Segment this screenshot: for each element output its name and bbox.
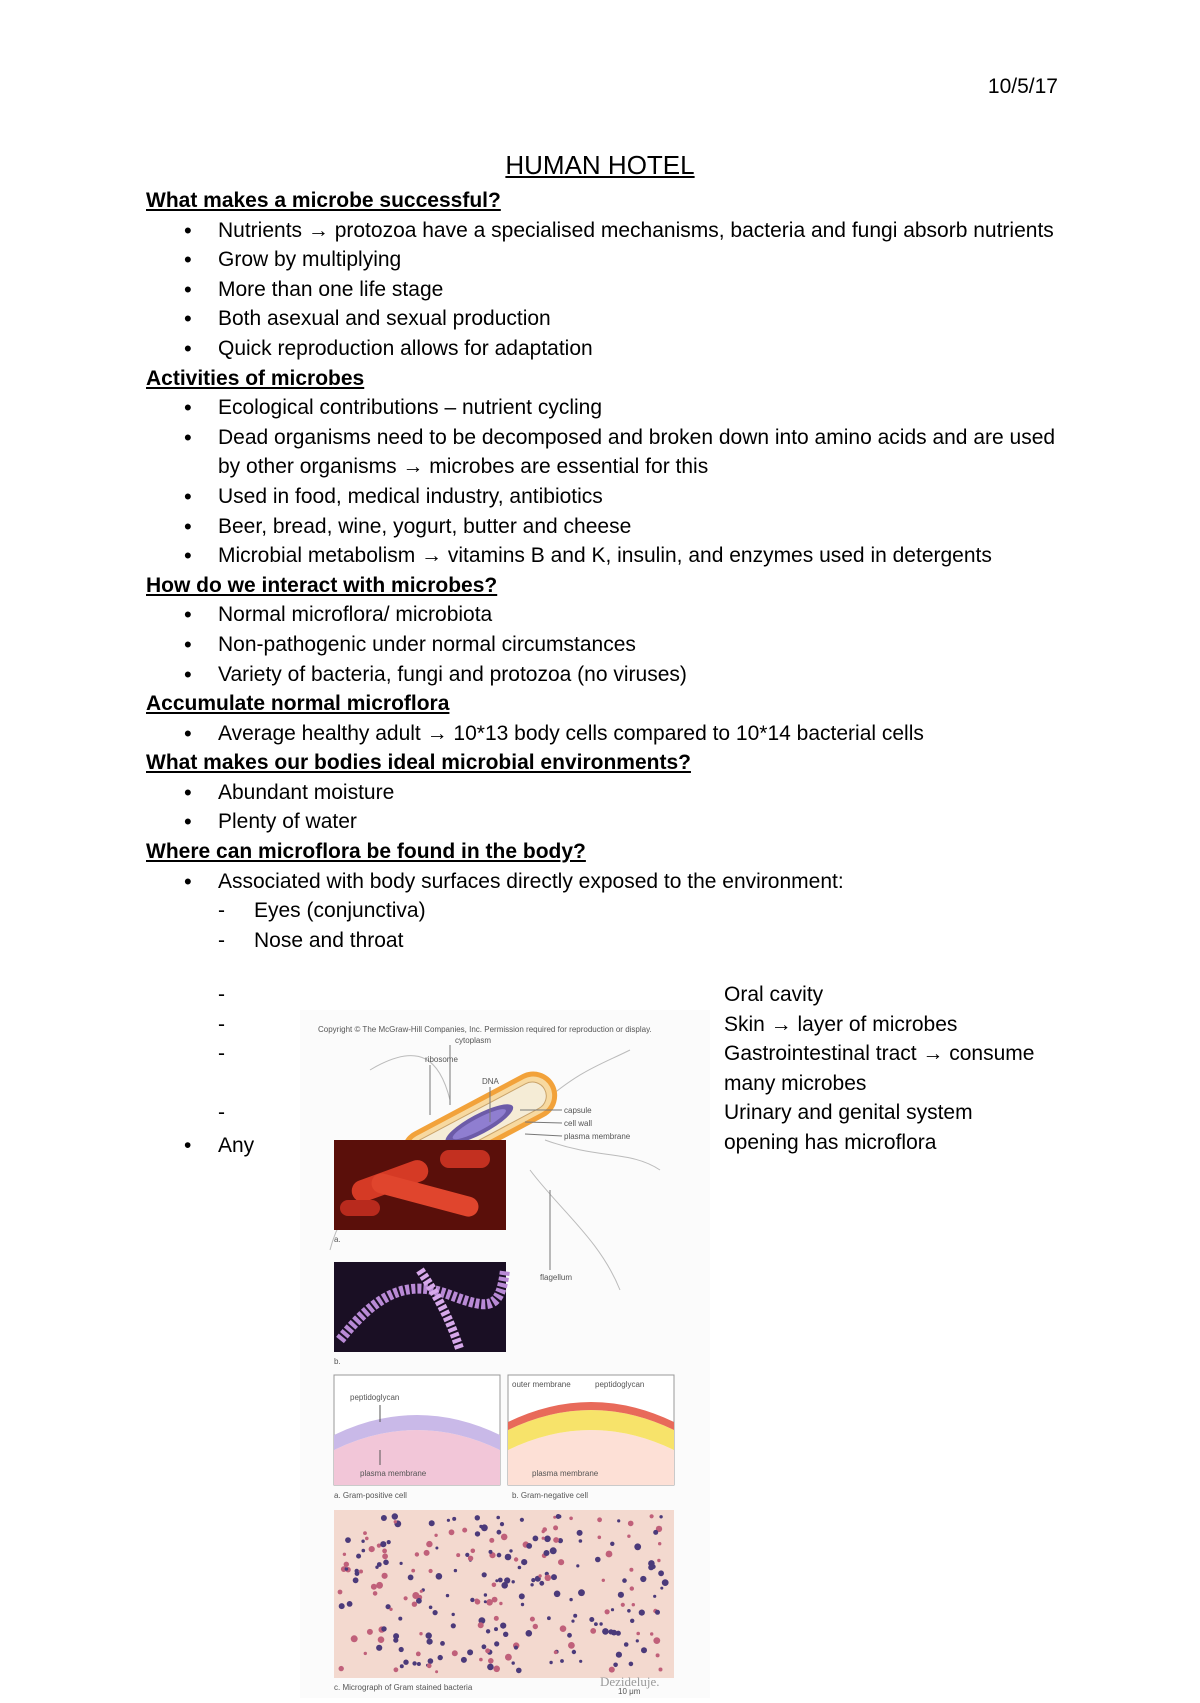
label-micrograph: c. Micrograph of Gram stained bacteria xyxy=(334,1683,473,1692)
list-item: • Both asexual and sexual production xyxy=(146,304,1076,334)
stain-dot xyxy=(542,1530,545,1533)
right-item-urinary: Urinary and genital system xyxy=(724,1101,973,1125)
stain-dot xyxy=(382,1553,388,1559)
stain-dot xyxy=(355,1569,359,1573)
list-item: • Average healthy adult → 10*13 body cells compared to 10*14 bacterial cells xyxy=(146,719,1076,749)
stain-dot xyxy=(624,1642,629,1647)
label-peptidoglycan: peptidoglycan xyxy=(350,1393,400,1402)
stain-dot xyxy=(447,1519,450,1522)
stain-dot xyxy=(440,1641,445,1646)
stain-dot xyxy=(622,1578,627,1583)
stain-dot xyxy=(553,1537,559,1543)
stain-dot xyxy=(345,1567,349,1571)
gram-negative-diagram xyxy=(508,1375,674,1500)
stain-dot xyxy=(438,1655,443,1660)
stain-dot xyxy=(538,1574,541,1577)
spiral-micrograph xyxy=(334,1262,506,1366)
stain-dot xyxy=(381,1515,387,1521)
right-item-skin: Skin → layer of microbes xyxy=(724,1012,958,1036)
stain-dot xyxy=(378,1636,385,1643)
stain-dot xyxy=(497,1530,502,1535)
stain-dot xyxy=(505,1654,512,1661)
stain-dot xyxy=(479,1525,482,1528)
stain-dot xyxy=(394,1520,397,1523)
stain-dot xyxy=(338,1590,343,1595)
list-item: • Variety of bacteria, fungi and protozoa (no viruses) xyxy=(146,660,1076,690)
stain-dot xyxy=(494,1616,499,1621)
stain-dot xyxy=(611,1608,614,1611)
stain-dot xyxy=(520,1518,524,1522)
document-date: 10/5/17 xyxy=(987,75,1058,98)
stain-dot xyxy=(653,1637,660,1644)
stain-dot xyxy=(539,1581,544,1586)
stain-dot xyxy=(496,1516,500,1520)
stain-dot xyxy=(412,1661,416,1665)
stain-dot xyxy=(364,1652,367,1655)
stain-dot xyxy=(462,1528,467,1533)
list-item: • Quick reproduction allows for adaptation xyxy=(146,334,1076,364)
stain-dot xyxy=(658,1570,664,1576)
right-item-gi: Gastrointestinal tract → consume xyxy=(724,1042,1035,1066)
gram-positive-diagram xyxy=(334,1375,500,1500)
stain-dot xyxy=(599,1622,602,1625)
label-plasma-membrane-b: plasma membrane xyxy=(532,1469,599,1478)
dash-marker: - xyxy=(218,983,225,1006)
stain-dot xyxy=(398,1617,402,1621)
stain-dot xyxy=(436,1573,443,1580)
stain-dot xyxy=(509,1549,512,1552)
stain-dot xyxy=(578,1589,585,1596)
section-heading: How do we interact with microbes? xyxy=(146,573,498,597)
stain-dot xyxy=(554,1650,558,1654)
stain-dot xyxy=(435,1670,438,1673)
stain-dot xyxy=(369,1546,375,1552)
stain-dot xyxy=(489,1538,494,1543)
stain-dot xyxy=(389,1608,392,1611)
stain-dot xyxy=(503,1632,508,1637)
stain-dot xyxy=(494,1627,498,1631)
stain-dot xyxy=(545,1575,551,1581)
stain-dot xyxy=(452,1613,455,1616)
stain-dot xyxy=(446,1594,449,1597)
stain-dot xyxy=(611,1630,617,1636)
stain-dot xyxy=(501,1534,508,1541)
stain-dot xyxy=(428,1658,434,1664)
stain-dot xyxy=(547,1616,551,1620)
stain-dot xyxy=(627,1609,631,1613)
stain-dot xyxy=(380,1541,386,1547)
stain-dot xyxy=(610,1542,614,1546)
bullet-list xyxy=(146,600,1076,689)
stain-dot xyxy=(456,1553,460,1557)
stain-dot xyxy=(408,1575,414,1581)
stain-dot xyxy=(339,1666,344,1671)
stain-dot xyxy=(650,1514,654,1518)
page-title: HUMAN HOTEL xyxy=(505,150,695,180)
stain-dot xyxy=(627,1535,630,1538)
stain-dot xyxy=(629,1568,633,1572)
stain-dot xyxy=(454,1569,457,1572)
stain-dot xyxy=(595,1557,601,1563)
stain-dot xyxy=(630,1619,634,1623)
stain-dot xyxy=(492,1583,497,1588)
stain-dot xyxy=(571,1620,574,1623)
stain-dot xyxy=(660,1587,663,1590)
stain-dot xyxy=(648,1565,654,1571)
stain-dot xyxy=(426,1541,432,1547)
stain-dot xyxy=(485,1648,490,1653)
stain-dot xyxy=(383,1560,389,1566)
stain-dot xyxy=(367,1629,373,1635)
stain-dot xyxy=(577,1530,583,1536)
label-cell-wall: cell wall xyxy=(564,1119,593,1128)
stain-dot xyxy=(488,1658,494,1664)
stain-dot xyxy=(451,1623,456,1628)
section-heading: Activities of microbes xyxy=(146,366,365,390)
stain-dot xyxy=(567,1633,572,1638)
stain-dot xyxy=(392,1513,398,1519)
stain-dot xyxy=(659,1668,663,1672)
stain-dot xyxy=(470,1598,474,1602)
stain-dot xyxy=(550,1547,557,1554)
stain-dot xyxy=(636,1639,639,1642)
section-heading: What makes our bodies ideal microbial environments? xyxy=(146,751,691,775)
stain-dot xyxy=(504,1577,510,1583)
list-item: • Abundant moisture xyxy=(146,778,1076,808)
stain-dot xyxy=(399,1647,404,1652)
dash-marker: - xyxy=(218,1101,225,1125)
stain-dot xyxy=(415,1552,419,1556)
stain-dot xyxy=(419,1632,422,1635)
stain-dot xyxy=(461,1657,467,1663)
label-peptidoglycan-2: peptidoglycan xyxy=(595,1380,645,1389)
stain-dot xyxy=(347,1601,353,1607)
stain-dot xyxy=(489,1550,493,1554)
label-capsule: capsule xyxy=(564,1106,592,1115)
stain-dot xyxy=(542,1537,545,1540)
stain-dot xyxy=(569,1517,573,1521)
dash-item: - Nose and throat xyxy=(146,926,1076,956)
stain-dot xyxy=(403,1660,408,1665)
notes-body xyxy=(146,186,1076,955)
stain-dot xyxy=(351,1635,358,1642)
label-a: a. xyxy=(334,1235,341,1244)
stain-dot xyxy=(657,1559,660,1562)
stain-dot xyxy=(609,1667,615,1673)
stain-dot xyxy=(361,1540,364,1543)
stain-dot xyxy=(484,1600,487,1603)
stain-dot xyxy=(568,1642,575,1649)
stain-dot xyxy=(412,1592,419,1599)
watermark-text: Dezideluje. xyxy=(600,1674,660,1689)
stain-dot xyxy=(417,1662,421,1666)
section-heading: What makes a microbe successful? xyxy=(146,189,501,212)
stain-dot xyxy=(412,1602,417,1607)
stain-dot xyxy=(650,1632,653,1635)
stain-dot xyxy=(400,1562,403,1565)
stain-dot xyxy=(376,1582,383,1589)
stain-dot xyxy=(356,1554,361,1559)
label-scale: 10 μm xyxy=(618,1687,641,1696)
stain-dot xyxy=(376,1645,382,1651)
stain-dot xyxy=(530,1617,535,1622)
stain-dot xyxy=(387,1540,391,1544)
stain-dot xyxy=(452,1517,456,1521)
stain-dot xyxy=(500,1522,504,1526)
bacteria-illustration xyxy=(300,1010,710,1698)
stain-dot xyxy=(411,1569,415,1573)
stain-dot xyxy=(498,1578,503,1583)
stain-dot xyxy=(514,1557,518,1561)
stain-dot xyxy=(449,1529,455,1535)
any-bullet: • Any xyxy=(146,1131,254,1161)
stain-dot xyxy=(452,1650,458,1656)
stain-dot xyxy=(632,1603,635,1606)
stain-dot xyxy=(434,1534,437,1537)
stain-dot xyxy=(656,1653,660,1657)
stain-dot xyxy=(499,1602,502,1605)
list-item: • Non-pathogenic under normal circumstances xyxy=(146,630,1076,660)
right-column-list xyxy=(724,980,1084,1158)
stain-dot xyxy=(435,1547,438,1550)
stain-dot xyxy=(482,1572,487,1577)
stain-dot xyxy=(381,1626,386,1631)
stain-dot xyxy=(551,1574,557,1580)
gram-stain-micrograph xyxy=(334,1510,674,1678)
stain-dot xyxy=(606,1551,613,1558)
stain-dot xyxy=(617,1519,620,1522)
stain-dot xyxy=(343,1553,346,1556)
stain-dot xyxy=(572,1650,576,1654)
label-outer-membrane: outer membrane xyxy=(512,1380,571,1389)
stain-dot xyxy=(492,1597,498,1603)
stain-dot xyxy=(478,1622,484,1628)
stain-dot xyxy=(393,1633,399,1639)
stain-dot xyxy=(553,1525,558,1530)
right-item-oral: Oral cavity xyxy=(724,983,824,1006)
stain-dot xyxy=(659,1515,662,1518)
stain-dot xyxy=(634,1543,641,1550)
stain-dot xyxy=(475,1531,480,1536)
list-item: • Nutrients → protozoa have a specialised mechanisms, bacteria and fungi absorb nutrients xyxy=(146,216,1076,246)
stain-dot xyxy=(544,1550,550,1556)
stain-dot xyxy=(579,1539,583,1543)
stain-dot xyxy=(662,1579,669,1586)
stain-dot xyxy=(560,1659,564,1663)
stain-dot xyxy=(467,1649,473,1655)
stain-dot xyxy=(533,1536,539,1542)
stain-dot xyxy=(558,1559,564,1565)
stain-dot xyxy=(521,1559,527,1565)
stain-dot xyxy=(579,1660,582,1663)
label-plasma-membrane: plasma membrane xyxy=(564,1132,631,1141)
stain-dot xyxy=(382,1573,388,1579)
stain-dot xyxy=(602,1628,609,1635)
stain-dot xyxy=(516,1668,522,1674)
label-gram-positive: a. Gram-positive cell xyxy=(334,1491,407,1500)
stain-dot xyxy=(613,1663,618,1668)
list-item: • Normal microflora/ microbiota xyxy=(146,600,1076,630)
list-item: • Used in food, medical industry, antibiotics xyxy=(146,482,1076,512)
stain-dot xyxy=(590,1628,596,1634)
bullet-list xyxy=(146,216,1076,364)
label-flagellum: flagellum xyxy=(540,1273,573,1282)
stain-dot xyxy=(365,1537,369,1541)
list-item: • Microbial metabolism → vitamins B and K, insulin, and enzymes used in detergents xyxy=(146,541,1076,571)
label-b: b. xyxy=(334,1357,341,1366)
stain-dot xyxy=(416,1652,421,1657)
stain-dot xyxy=(394,1667,399,1672)
stain-dot xyxy=(658,1542,661,1545)
stain-dot xyxy=(400,1664,404,1668)
stain-dot xyxy=(497,1553,502,1558)
rod-micrograph xyxy=(334,1140,506,1244)
stain-dot xyxy=(427,1639,433,1645)
stain-dot xyxy=(493,1666,500,1673)
stain-dot xyxy=(377,1562,382,1567)
right-item-urinary-cont: opening has microflora xyxy=(724,1130,937,1154)
stain-dot xyxy=(427,1663,432,1668)
stain-dot xyxy=(519,1593,525,1599)
label-plasma-membrane-a: plasma membrane xyxy=(360,1469,427,1478)
stain-dot xyxy=(639,1610,645,1616)
stain-dot xyxy=(636,1632,640,1636)
stain-dot xyxy=(521,1603,524,1606)
stain-dot xyxy=(500,1623,506,1629)
section-heading: Where can microflora be found in the body? xyxy=(146,840,586,864)
stain-dot xyxy=(589,1617,594,1622)
stain-dot xyxy=(554,1591,561,1598)
stain-dot xyxy=(514,1646,518,1650)
stain-dot xyxy=(339,1603,345,1609)
stain-dot xyxy=(382,1549,387,1554)
stain-dot xyxy=(345,1537,351,1543)
stain-dot xyxy=(344,1562,349,1567)
stain-dot xyxy=(618,1592,624,1598)
list-item: • Dead organisms need to be decomposed and broken down into amino acids and are used by other organisms → microbes are essential for this xyxy=(146,423,1076,482)
stain-dot xyxy=(363,1531,367,1535)
stain-dot xyxy=(487,1664,494,1671)
stain-dot xyxy=(429,1606,433,1610)
list-item: • Beer, bread, wine, yogurt, butter and cheese xyxy=(146,512,1076,542)
stain-dot xyxy=(429,1520,435,1526)
label-gram-negative: b. Gram-negative cell xyxy=(512,1491,589,1500)
stain-dot xyxy=(597,1517,602,1522)
stain-dot xyxy=(353,1577,359,1583)
stain-dot xyxy=(602,1579,605,1582)
stain-dot xyxy=(526,1630,533,1637)
stain-dot xyxy=(475,1515,480,1520)
stain-dot xyxy=(468,1556,473,1561)
label-ribosome: ribosome xyxy=(425,1055,458,1064)
list-item: • Plenty of water xyxy=(146,807,1076,837)
stain-dot xyxy=(533,1624,538,1629)
stain-dot xyxy=(495,1579,498,1582)
stain-dot xyxy=(482,1644,487,1649)
stain-dot xyxy=(653,1595,656,1598)
stain-dot xyxy=(426,1632,432,1638)
stain-dot xyxy=(641,1647,647,1653)
stain-dot xyxy=(556,1514,561,1519)
dash-item: - Eyes (conjunctiva) xyxy=(146,896,1076,926)
stain-dot xyxy=(628,1521,634,1527)
stain-dot xyxy=(605,1609,610,1614)
stain-dot xyxy=(420,1590,423,1593)
list-item: • Associated with body surfaces directly exposed to the environment: xyxy=(146,867,1076,897)
stain-dot xyxy=(404,1596,408,1600)
stain-dot xyxy=(362,1549,366,1553)
bullet-list xyxy=(146,867,1076,897)
stain-dot xyxy=(549,1661,552,1664)
list-item: • Ecological contributions – nutrient cycling xyxy=(146,393,1076,423)
stain-dot xyxy=(655,1610,660,1615)
stain-dot xyxy=(569,1598,572,1601)
stain-dot xyxy=(653,1530,658,1535)
stain-dot xyxy=(518,1566,522,1570)
stain-dot xyxy=(531,1578,535,1582)
stain-dot xyxy=(512,1661,515,1664)
list-item: • Grow by multiplying xyxy=(146,245,1076,275)
stain-dot xyxy=(494,1641,499,1646)
stain-dot xyxy=(512,1580,515,1583)
bullet-list xyxy=(146,719,1076,749)
stain-dot xyxy=(544,1536,551,1543)
dash-marker: - xyxy=(218,1042,225,1066)
stain-dot xyxy=(475,1599,479,1603)
stain-dot xyxy=(560,1625,567,1632)
stain-dot xyxy=(433,1610,438,1615)
figure-copyright: Copyright © The McGraw-Hill Companies, Inc. Permission required for reproduction or display. xyxy=(318,1025,652,1034)
stain-dot xyxy=(424,1550,430,1556)
stain-dot xyxy=(616,1652,622,1658)
stain-dot xyxy=(629,1662,634,1667)
bullet-list xyxy=(146,393,1076,571)
stain-dot xyxy=(573,1614,577,1618)
label-dna: DNA xyxy=(482,1077,499,1086)
stain-dot xyxy=(621,1603,625,1607)
stain-dot xyxy=(505,1554,512,1561)
stain-dot xyxy=(530,1583,533,1586)
stain-dot xyxy=(371,1584,377,1590)
stain-dot xyxy=(373,1591,378,1596)
stain-dot xyxy=(630,1586,634,1590)
bacteria-figure xyxy=(300,1010,710,1698)
label-cytoplasm: cytoplasm xyxy=(455,1036,492,1045)
stain-dot xyxy=(640,1576,646,1582)
stain-dot xyxy=(486,1629,490,1633)
stain-dot xyxy=(359,1570,363,1574)
stain-dot xyxy=(594,1622,598,1626)
section-heading: Accumulate normal microflora xyxy=(146,692,450,716)
stain-dot xyxy=(479,1658,483,1662)
stain-dot xyxy=(484,1593,487,1596)
stain-dot xyxy=(526,1543,532,1549)
stain-dot xyxy=(429,1569,433,1573)
stain-dot xyxy=(471,1549,476,1554)
list-item: • More than one life stage xyxy=(146,275,1076,305)
stain-dot xyxy=(598,1536,602,1540)
dash-marker: - xyxy=(218,1012,225,1036)
bullet-list xyxy=(146,778,1076,837)
right-item-gi-cont: many microbes xyxy=(724,1071,867,1095)
stain-dot xyxy=(576,1564,579,1567)
